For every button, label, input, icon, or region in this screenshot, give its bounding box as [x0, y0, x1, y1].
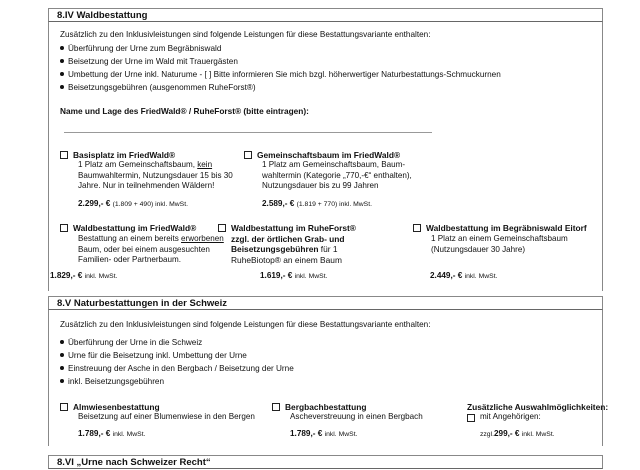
extra-options-title: Zusätzliche Auswahlmöglichkeiten:: [467, 402, 609, 412]
option-price: 2.589,- € (1.819 + 770) inkl. MwSt.: [262, 199, 372, 208]
option-description: Beisetzung auf einer Blumenwiese in den Bergen: [78, 412, 255, 421]
option-price: 1.789,- € inkl. MwSt.: [78, 429, 146, 438]
list-item: Beisetzung der Urne im Wald mit Trauergästen: [60, 57, 238, 66]
list-item: Überführung der Urne zum Begräbniswald: [60, 44, 221, 53]
option-description: Ascheverstreuung in einen Bergbach: [290, 412, 423, 421]
section-intro: Zusätzlich zu den Inklusivleistungen sind folgende Leistungen für diese Bestattungsvariante enthalten:: [60, 320, 431, 329]
section-header-urne-schweizer-recht: 8.VI „Urne nach Schweizer Recht“: [48, 455, 603, 469]
checkbox-bergbachbestattung[interactable]: [272, 403, 280, 411]
option-description: 1 Platz am Gemeinschaftsbaum, kein Baumwahltermin, Nutzungsdauer 15 bis 30 Jahre. Nur in teilnehmenden Wäldern!: [78, 160, 233, 191]
location-input-line[interactable]: [64, 132, 432, 133]
list-item: Urne für die Beisetzung inkl. Umbettung der Urne: [60, 351, 247, 360]
option-price: 2.299,- € (1.809 + 490) inkl. MwSt.: [78, 199, 188, 208]
checkbox-basisplatz[interactable]: [60, 151, 68, 159]
bullet-icon: [60, 85, 64, 89]
option-title: Bergbachbestattung: [285, 402, 367, 412]
list-item: Beisetzungsgebühren (ausgenommen RuheForst®): [60, 83, 256, 92]
option-description: 1 Platz an einem Gemeinschaftsbaum (Nutzungsdauer 30 Jahre): [431, 234, 568, 254]
option-price: 1.829,- € inkl. MwSt.: [50, 271, 118, 280]
extra-option-price: zzgl.299,- € inkl. MwSt.: [480, 429, 555, 438]
option-title: Gemeinschaftsbaum im FriedWald®: [257, 150, 401, 160]
checkbox-waldbestattung-ruheforst[interactable]: [218, 224, 226, 232]
option-description: 1 Platz am Gemeinschaftsbaum, Baum- wahltermin (Kategorie „770,-€“ enthalten), Nutzungsdauer bis zu 99 Jahren: [262, 160, 412, 191]
bullet-icon: [60, 72, 64, 76]
checkbox-gemeinschaftsbaum[interactable]: [244, 151, 252, 159]
checkbox-mit-angehoerigen[interactable]: [467, 414, 475, 422]
bullet-icon: [60, 366, 64, 370]
bullet-icon: [60, 340, 64, 344]
checkbox-almwiesenbestattung[interactable]: [60, 403, 68, 411]
option-price: 1.789,- € inkl. MwSt.: [290, 429, 358, 438]
option-title: Waldbestattung im RuheForst® zzgl. der örtlichen Grab- und Beisetzungsgebühren für 1 RuheBiotop® an einem Baum: [231, 223, 356, 265]
list-item: Einstreuung der Asche in den Bergbach / Beisetzung der Urne: [60, 364, 294, 373]
checkbox-begraebniswald-eitorf[interactable]: [413, 224, 421, 232]
option-description: Bestattung an einem bereits erworbenen Baum, oder bei einem ausgesuchten Familien- oder Partnerbaum.: [78, 234, 224, 265]
section-header-schweiz: 8.V Naturbestattungen in der Schweiz: [48, 296, 603, 310]
option-title: Almwiesenbestattung: [73, 402, 160, 412]
list-item: Umbettung der Urne inkl. Naturume - [ ] Bitte informieren Sie mich bzgl. höherwertiger Naturbestattungs-Schmuckurnen: [60, 70, 501, 79]
bullet-icon: [60, 353, 64, 357]
list-item: inkl. Beisetzungsgebühren: [60, 377, 164, 386]
section-header-waldbestattung: 8.IV Waldbestattung: [48, 8, 603, 22]
list-item: Überführung der Urne in die Schweiz: [60, 338, 202, 347]
section-intro: Zusätzlich zu den Inklusivleistungen sind folgende Leistungen für diese Bestattungsvariante enthalten:: [60, 30, 431, 39]
option-price: 1.619,- € inkl. MwSt.: [260, 271, 328, 280]
bullet-icon: [60, 46, 64, 50]
location-label: Name und Lage des FriedWald® / RuheForst® (bitte eintragen):: [60, 106, 309, 116]
bullet-icon: [60, 379, 64, 383]
extra-option-label: mit Angehörigen:: [480, 412, 541, 421]
option-title: Waldbestattung im Begräbniswald Eitorf: [426, 223, 587, 233]
option-price: 2.449,- € inkl. MwSt.: [430, 271, 498, 280]
bullet-icon: [60, 59, 64, 63]
checkbox-waldbestattung-friedwald[interactable]: [60, 224, 68, 232]
option-title: Waldbestattung im FriedWald®: [73, 223, 197, 233]
option-title: Basisplatz im FriedWald®: [73, 150, 176, 160]
